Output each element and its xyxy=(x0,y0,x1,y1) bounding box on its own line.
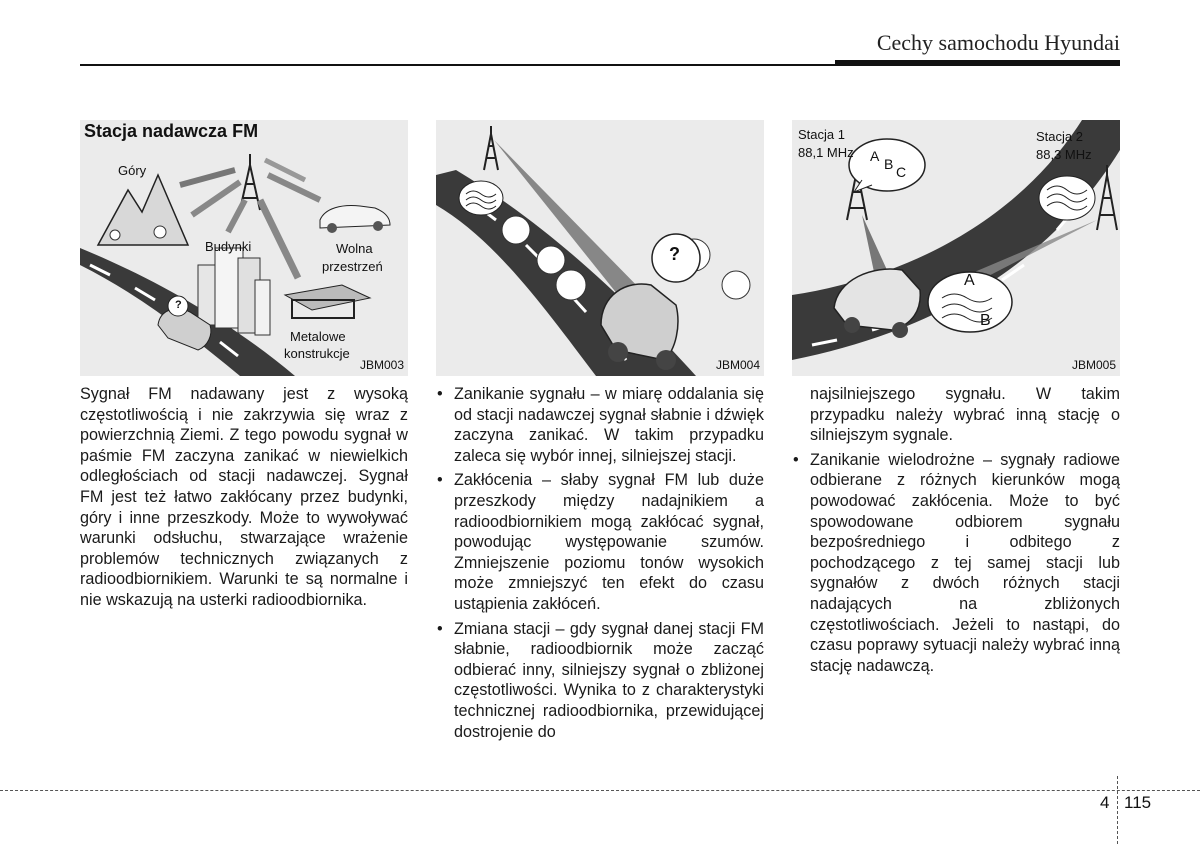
label-buildings: Budynki xyxy=(205,239,252,254)
figure-title: Stacja nadawcza FM xyxy=(84,121,259,141)
bullet-multipath: • Zanikanie wielodrożne – sygnały radiowe odbierane z różnych kierunków mogą powodować zakłócenia. Może to być spowodowane odbiorem sygnału bezpośredniego i odbitego z pochodzącego z tej samej stacji lub sygnałów z dwóch różnych stacji nadających na zbliżonych częstotliwościach. Jeżeli to nastąpi, do czasu poprawy sytuacji należy wybrać inną stację nadawczą. xyxy=(792,450,1120,677)
signal-arrow xyxy=(268,175,320,200)
bubble-letter-a: A xyxy=(870,148,880,164)
bubble-letter-b: B xyxy=(884,156,894,172)
bullet-interference: • Zakłócenia – słaby sygnał FM lub duże przeszkody między nadajnikiem a radioodbiornikiem mogą zakłócać sygnał, powodując występowanie szumów. Zmniejszenie poziomu tonów wysokich może zmniejszyć ten efekt do czasu ustąpienia zakłóceń. xyxy=(436,470,764,614)
signal-arrow xyxy=(192,182,240,215)
signal-arrow xyxy=(180,170,235,185)
station2-frequency: 88,3 MHz xyxy=(1036,147,1092,162)
middle-bullet-list xyxy=(436,384,764,742)
bubble-letter-c: C xyxy=(896,164,907,180)
figure-code: JBM003 xyxy=(359,358,404,372)
label-mountains: Góry xyxy=(118,163,147,178)
metal-structure-shape xyxy=(285,285,370,310)
page-number: 115 xyxy=(1124,793,1152,812)
label-metal-line1: Metalowe xyxy=(290,329,346,344)
middle-column xyxy=(436,384,764,746)
building-shape xyxy=(255,280,270,335)
transmitter-tower-shape xyxy=(484,126,498,170)
intro-paragraph: Sygnał FM nadawany jest z wysoką częstotliwością i nie zakrzywia się wraz z powierzchnią Ziemi. Z tego powodu sygnał w paśmie FM zaczyna zanikać w niewielkich odległościach od stacji nadawczej. Sygnał FM jest też łatwo zakłócany przez budynki, góry i inne przeszkody. Może to wywoływać warunki odsłuchu, stwarzające wrażenie problemów technicznych związanych z radioodbiornikiem. Warunki te są normalne i nie wskazują na usterki radioodbiornika. xyxy=(80,385,408,609)
right-bullet-list xyxy=(792,450,1120,677)
signal-arrow xyxy=(260,200,298,278)
question-mark: ? xyxy=(175,299,182,311)
label-open-space-line1: Wolna xyxy=(336,241,373,256)
signal-arrow xyxy=(228,200,245,232)
figure-code: JBM004 xyxy=(715,358,760,372)
question-mark: ? xyxy=(669,244,680,264)
label-metal-line2: konstrukcje xyxy=(284,346,350,361)
left-column xyxy=(80,384,408,611)
station2-name: Stacja 2 xyxy=(1036,129,1083,144)
figure-signal-fading-illustration xyxy=(436,120,764,376)
page-number-separator xyxy=(1117,776,1118,844)
figure-multipath xyxy=(792,120,1120,376)
continuation-paragraph: najsilniejszego sygnału. W takim przypadku należy wybrać inną stację o silniejszym sygnale. xyxy=(810,385,1120,445)
label-open-space-line2: przestrzeń xyxy=(322,259,383,274)
header-rule-accent xyxy=(835,60,1120,66)
mix-letter-a: A xyxy=(964,272,975,289)
signal-beam xyxy=(862,215,887,272)
station1-name: Stacja 1 xyxy=(798,127,845,142)
figure-signal-fading xyxy=(436,120,764,376)
mix-letter-b: B xyxy=(980,312,991,329)
header-title: Cechy samochodu Hyundai xyxy=(876,30,1120,55)
footer-rule xyxy=(0,790,1200,791)
figure-code: JBM005 xyxy=(1071,358,1116,372)
chapter-number: 4 xyxy=(1100,793,1110,812)
right-column xyxy=(792,384,1120,680)
station1-frequency: 88,1 MHz xyxy=(798,145,854,160)
bullet-station-swapping: • Zmiana stacji – gdy sygnał danej stacji FM słabnie, radioodbiornik może zacząć odbierać inny, silniejszy sygnał o zbliżonej częstotliwości. Wynika to z charakterystyki technicznej radioodbiornika, przewidującej dostrojenie do xyxy=(436,619,764,743)
figure-fm-station xyxy=(80,120,408,376)
bullet-signal-fading: • Zanikanie sygnału – w miarę oddalania się od stacji nadawczej sygnał słabnie i dźwięk zaczyna zanikać. W takim przypadku zaleca się wybór innej, silniejszej stacji. xyxy=(436,384,764,466)
